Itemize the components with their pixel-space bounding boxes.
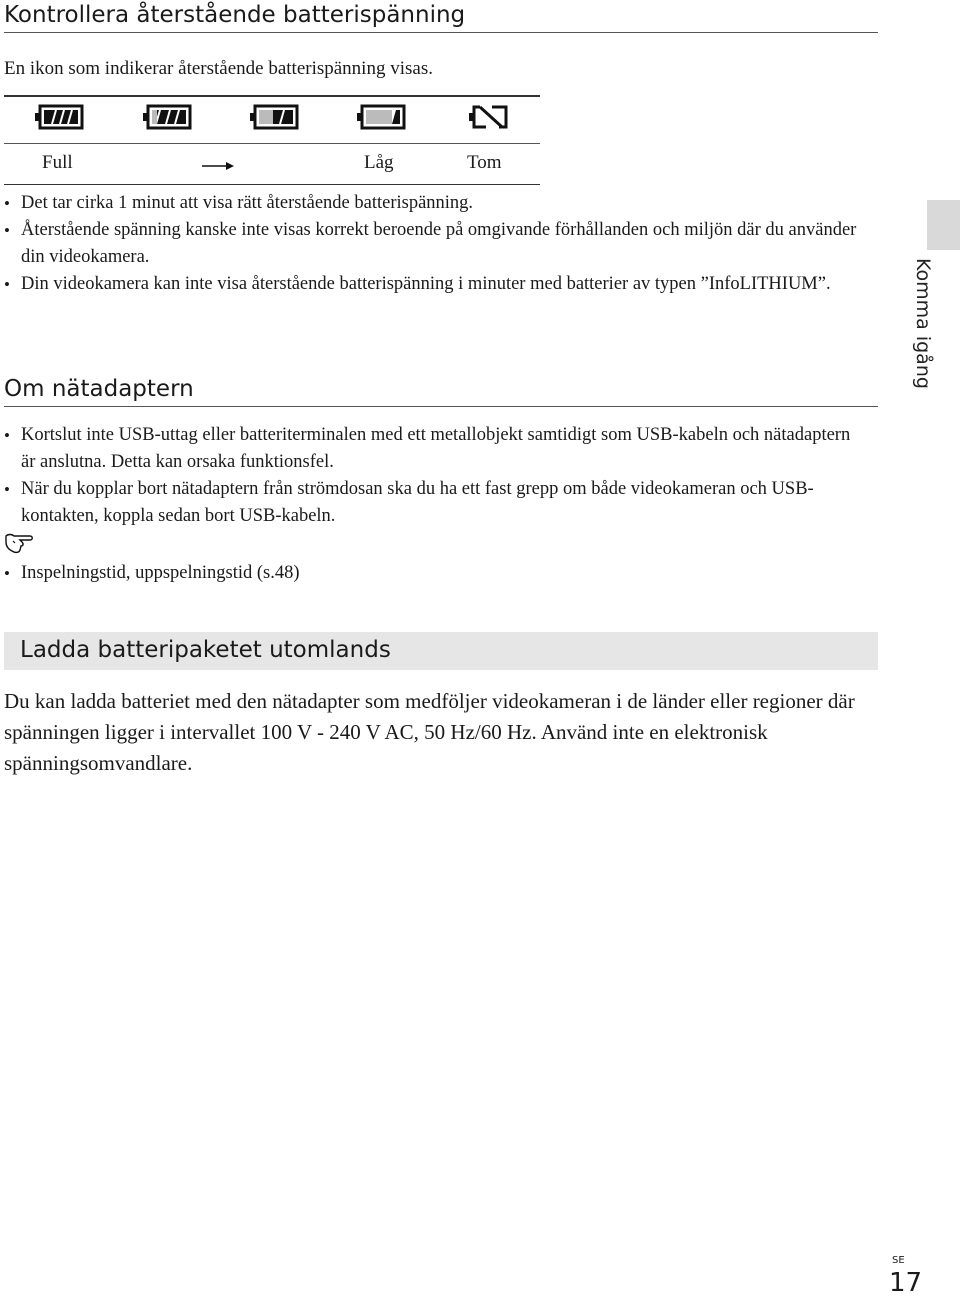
battery-indicator-table xyxy=(4,95,540,185)
section-title-battery-check: Kontrollera återstående batterispänning xyxy=(4,2,878,33)
intro-text: En ikon som indikerar återstående batterispänning visas. xyxy=(4,58,433,79)
section-title-abroad: Ladda batteripaketet utomlands xyxy=(20,637,391,663)
label-full: Full xyxy=(42,151,73,173)
chapter-tab-marker xyxy=(927,200,960,250)
label-empty: Tom xyxy=(467,151,502,173)
battery-icon-row xyxy=(4,97,540,143)
hint-list xyxy=(4,560,864,587)
battery-low-icon xyxy=(356,104,406,130)
battery-high-icon xyxy=(142,104,192,130)
list-item: • Kortslut inte USB-uttag eller batteriterminalen med ett metallobjekt samtidigt som USB-kabeln och nätadaptern är anslutna. Detta kan orsaka funktionsfel. xyxy=(4,422,864,476)
battery-mid-icon xyxy=(249,104,299,130)
arrow-right-icon xyxy=(202,160,234,172)
battery-notes-list xyxy=(4,190,864,298)
pointing-hand-icon xyxy=(4,532,34,554)
table-bottom-rule xyxy=(4,184,540,186)
list-item: • Återstående spänning kanske inte visas korrekt beroende på omgivande förhållanden och miljön där du använder din videokamera. xyxy=(4,217,864,271)
battery-label-row xyxy=(4,144,540,184)
abroad-paragraph: Du kan ladda batteriet med den nätadapter som medföljer videokameran i de länder eller regioner där spänningen ligger i intervallet 100 V - 240 V AC, 50 Hz/60 Hz. Använd inte en elektronisk spänningsomvandlare. xyxy=(4,689,855,775)
battery-full-icon xyxy=(34,104,84,130)
list-item: • Det tar cirka 1 minut att visa rätt återstående batterispänning. xyxy=(4,190,864,217)
list-item[interactable]: • Inspelningstid, uppspelningstid (s.48) xyxy=(4,560,864,587)
list-item: • När du kopplar bort nätadaptern från strömdosan ska du ha ett fast grepp om både videokameran och USB-kontakten, koppla sedan bort USB-kabeln. xyxy=(4,476,864,530)
battery-empty-icon xyxy=(466,104,516,130)
section-title-ac-adaptor: Om nätadaptern xyxy=(4,376,878,407)
adaptor-notes-list xyxy=(4,422,864,530)
page-number: 17 xyxy=(889,1268,923,1298)
label-low: Låg xyxy=(364,151,394,173)
section-banner-abroad xyxy=(4,632,878,670)
chapter-tab-label: Komma igång xyxy=(912,258,934,389)
list-item: • Din videokamera kan inte visa återstående batterispänning i minuter med batterier av typen ”InfoLITHIUM”. xyxy=(4,271,864,298)
page-language: SE xyxy=(892,1255,905,1266)
